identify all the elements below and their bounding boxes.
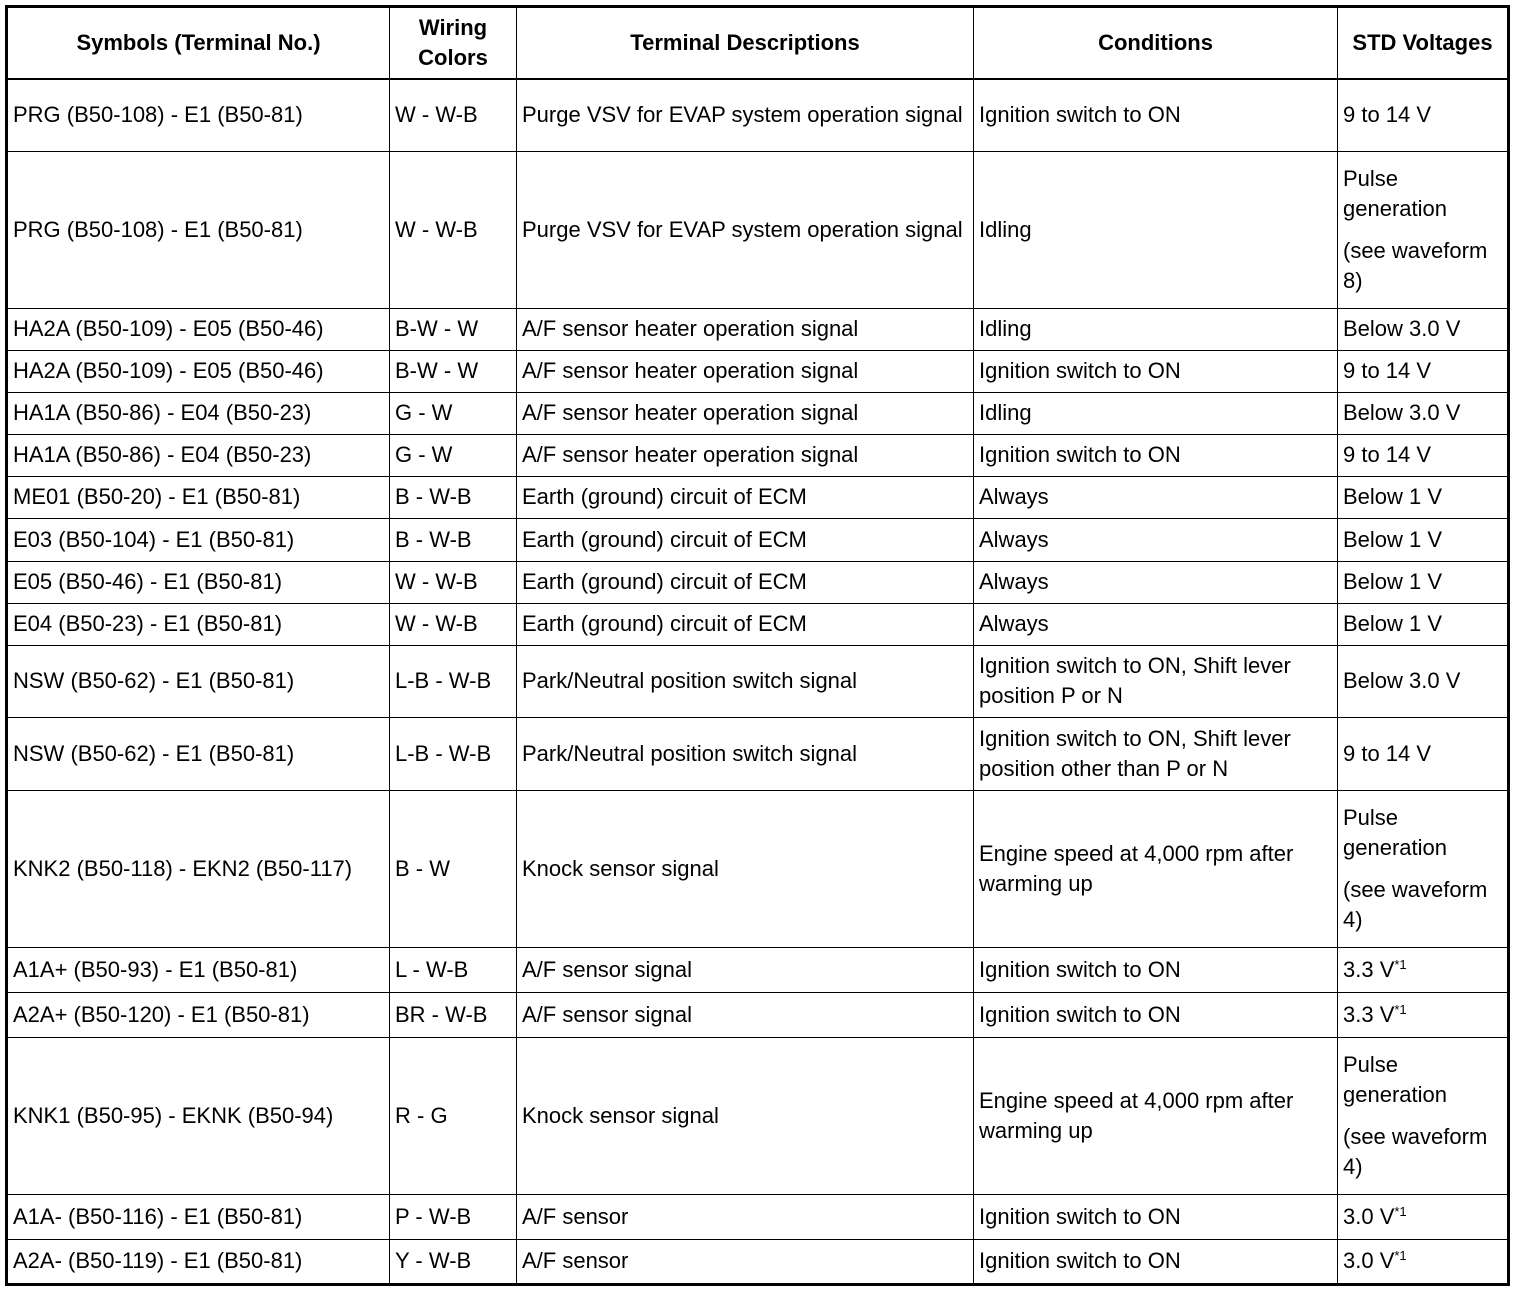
symbol-cell: A2A- (B50-119) - E1 (B50-81) [7, 1239, 390, 1284]
voltage-cell [1338, 392, 1509, 434]
description-cell: A/F sensor heater operation signal [517, 308, 974, 350]
symbol-cell: E03 (B50-104) - E1 (B50-81) [7, 518, 390, 561]
terminal-table-container [5, 5, 1507, 1286]
voltage-cell [1338, 1239, 1509, 1284]
wiring-color-cell: G - W [390, 434, 517, 476]
wiring-color-cell: L - W-B [390, 947, 517, 992]
table-row [7, 392, 1509, 434]
description-cell: Earth (ground) circuit of ECM [517, 518, 974, 561]
description-cell: A/F sensor [517, 1239, 974, 1284]
table-row [7, 645, 1509, 717]
footnote-marker: *1 [1394, 1001, 1407, 1017]
header-symbols: Symbols (Terminal No.) [7, 7, 390, 80]
condition-cell: Idling [974, 392, 1338, 434]
symbol-cell: PRG (B50-108) - E1 (B50-81) [7, 151, 390, 308]
table-row [7, 992, 1509, 1037]
description-cell: Earth (ground) circuit of ECM [517, 603, 974, 645]
wiring-color-cell: L-B - W-B [390, 645, 517, 717]
voltage-value: 9 to 14 V [1343, 740, 1432, 766]
wiring-color-cell: B - W-B [390, 476, 517, 518]
wiring-color-cell: P - W-B [390, 1194, 517, 1239]
condition-cell: Always [974, 518, 1338, 561]
wiring-color-cell: B-W - W [390, 308, 517, 350]
table-row [7, 151, 1509, 308]
table-row [7, 1037, 1509, 1194]
condition-cell: Ignition switch to ON [974, 434, 1338, 476]
symbol-cell: A2A+ (B50-120) - E1 (B50-81) [7, 992, 390, 1037]
header-row [7, 7, 1509, 80]
voltage-cell [1338, 518, 1509, 561]
voltage-cell [1338, 1037, 1509, 1194]
voltage-cell [1338, 947, 1509, 992]
description-cell: Purge VSV for EVAP system operation signal [517, 151, 974, 308]
voltage-cell [1338, 476, 1509, 518]
table-row [7, 308, 1509, 350]
symbol-cell: HA2A (B50-109) - E05 (B50-46) [7, 308, 390, 350]
voltage-value: 3.3 V [1343, 1001, 1395, 1027]
voltage-value: Pulse generation [1343, 165, 1447, 221]
footnote-marker: *1 [1394, 1203, 1407, 1219]
description-cell: Knock sensor signal [517, 1037, 974, 1194]
table-body [7, 79, 1509, 1284]
voltage-cell [1338, 645, 1509, 717]
symbol-cell: NSW (B50-62) - E1 (B50-81) [7, 717, 390, 790]
voltage-value: Below 3.0 V [1343, 668, 1461, 693]
header-wiring-colors: Wiring Colors [390, 7, 517, 80]
voltage-cell [1338, 350, 1509, 392]
waveform-note: (see waveform 4) [1343, 1123, 1488, 1179]
voltage-cell [1338, 1194, 1509, 1239]
voltage-value: 9 to 14 V [1343, 102, 1432, 128]
description-cell: Knock sensor signal [517, 790, 974, 947]
voltage-value: 9 to 14 V [1343, 358, 1432, 383]
description-cell: A/F sensor signal [517, 947, 974, 992]
voltage-value: Below 3.0 V [1343, 316, 1461, 341]
description-cell: Park/Neutral position switch signal [517, 717, 974, 790]
wiring-color-cell: BR - W-B [390, 992, 517, 1037]
wiring-color-cell: B - W [390, 790, 517, 947]
wiring-color-cell: Y - W-B [390, 1239, 517, 1284]
symbol-cell: HA2A (B50-109) - E05 (B50-46) [7, 350, 390, 392]
voltage-value: Below 1 V [1343, 526, 1443, 552]
voltage-value: Below 3.0 V [1343, 400, 1461, 425]
description-cell: A/F sensor [517, 1194, 974, 1239]
condition-cell: Ignition switch to ON, Shift lever position P or N [974, 645, 1338, 717]
symbol-cell: KNK1 (B50-95) - EKNK (B50-94) [7, 1037, 390, 1194]
description-cell: A/F sensor heater operation signal [517, 350, 974, 392]
wiring-color-cell: W - W-B [390, 603, 517, 645]
symbol-cell: E05 (B50-46) - E1 (B50-81) [7, 561, 390, 603]
wiring-color-cell: B-W - W [390, 350, 517, 392]
footnote-marker: *1 [1394, 956, 1407, 972]
symbol-cell: HA1A (B50-86) - E04 (B50-23) [7, 392, 390, 434]
waveform-note: (see waveform 8) [1343, 237, 1488, 293]
voltage-value: 3.3 V [1343, 956, 1395, 982]
condition-cell: Always [974, 603, 1338, 645]
condition-cell: Ignition switch to ON [974, 79, 1338, 151]
voltage-cell [1338, 561, 1509, 603]
table-row [7, 79, 1509, 151]
voltage-value: Pulse generation [1343, 804, 1447, 860]
voltage-value: Below 1 V [1343, 611, 1443, 636]
voltage-value: 3.0 V [1343, 1203, 1395, 1229]
condition-cell: Ignition switch to ON [974, 1194, 1338, 1239]
wiring-color-cell: B - W-B [390, 518, 517, 561]
table-row [7, 1194, 1509, 1239]
condition-cell: Ignition switch to ON [974, 947, 1338, 992]
symbol-cell: HA1A (B50-86) - E04 (B50-23) [7, 434, 390, 476]
wiring-color-cell: L-B - W-B [390, 717, 517, 790]
voltage-cell [1338, 603, 1509, 645]
voltage-cell [1338, 79, 1509, 151]
table-row [7, 476, 1509, 518]
symbol-cell: PRG (B50-108) - E1 (B50-81) [7, 79, 390, 151]
voltage-value: 3.0 V [1343, 1248, 1395, 1273]
voltage-cell [1338, 992, 1509, 1037]
waveform-note: (see waveform 4) [1343, 876, 1488, 932]
symbol-cell: ME01 (B50-20) - E1 (B50-81) [7, 476, 390, 518]
voltage-value: Below 1 V [1343, 569, 1443, 594]
voltage-value: Pulse generation [1343, 1051, 1447, 1107]
wiring-color-cell: W - W-B [390, 561, 517, 603]
description-cell: A/F sensor heater operation signal [517, 434, 974, 476]
wiring-color-cell: R - G [390, 1037, 517, 1194]
wiring-color-cell: G - W [390, 392, 517, 434]
condition-cell: Always [974, 561, 1338, 603]
voltage-cell [1338, 308, 1509, 350]
footnote-marker: *1 [1394, 1248, 1407, 1263]
voltage-cell [1338, 717, 1509, 790]
description-cell: Park/Neutral position switch signal [517, 645, 974, 717]
wiring-color-cell: W - W-B [390, 79, 517, 151]
description-cell: A/F sensor heater operation signal [517, 392, 974, 434]
header-terminal-descriptions: Terminal Descriptions [517, 7, 974, 80]
condition-cell: Idling [974, 308, 1338, 350]
voltage-cell [1338, 151, 1509, 308]
symbol-cell: NSW (B50-62) - E1 (B50-81) [7, 645, 390, 717]
symbol-cell: KNK2 (B50-118) - EKN2 (B50-117) [7, 790, 390, 947]
table-row [7, 717, 1509, 790]
table-row [7, 790, 1509, 947]
ecm-terminal-table [5, 5, 1510, 1286]
table-row [7, 561, 1509, 603]
table-row [7, 518, 1509, 561]
description-cell: Earth (ground) circuit of ECM [517, 476, 974, 518]
voltage-cell [1338, 434, 1509, 476]
table-row [7, 947, 1509, 992]
header-conditions: Conditions [974, 7, 1338, 80]
condition-cell: Ignition switch to ON [974, 350, 1338, 392]
table-row [7, 1239, 1509, 1284]
table-row [7, 350, 1509, 392]
condition-cell: Idling [974, 151, 1338, 308]
description-cell: Earth (ground) circuit of ECM [517, 561, 974, 603]
condition-cell: Ignition switch to ON [974, 1239, 1338, 1284]
condition-cell: Ignition switch to ON, Shift lever position other than P or N [974, 717, 1338, 790]
description-cell: A/F sensor signal [517, 992, 974, 1037]
table-row [7, 434, 1509, 476]
wiring-color-cell: W - W-B [390, 151, 517, 308]
voltage-cell [1338, 790, 1509, 947]
condition-cell: Engine speed at 4,000 rpm after warming up [974, 790, 1338, 947]
condition-cell: Always [974, 476, 1338, 518]
table-row [7, 603, 1509, 645]
symbol-cell: A1A- (B50-116) - E1 (B50-81) [7, 1194, 390, 1239]
header-std-voltages: STD Voltages [1338, 7, 1509, 80]
description-cell: Purge VSV for EVAP system operation signal [517, 79, 974, 151]
voltage-value: 9 to 14 V [1343, 442, 1432, 467]
condition-cell: Engine speed at 4,000 rpm after warming up [974, 1037, 1338, 1194]
condition-cell: Ignition switch to ON [974, 992, 1338, 1037]
symbol-cell: A1A+ (B50-93) - E1 (B50-81) [7, 947, 390, 992]
symbol-cell: E04 (B50-23) - E1 (B50-81) [7, 603, 390, 645]
voltage-value: Below 1 V [1343, 484, 1443, 509]
